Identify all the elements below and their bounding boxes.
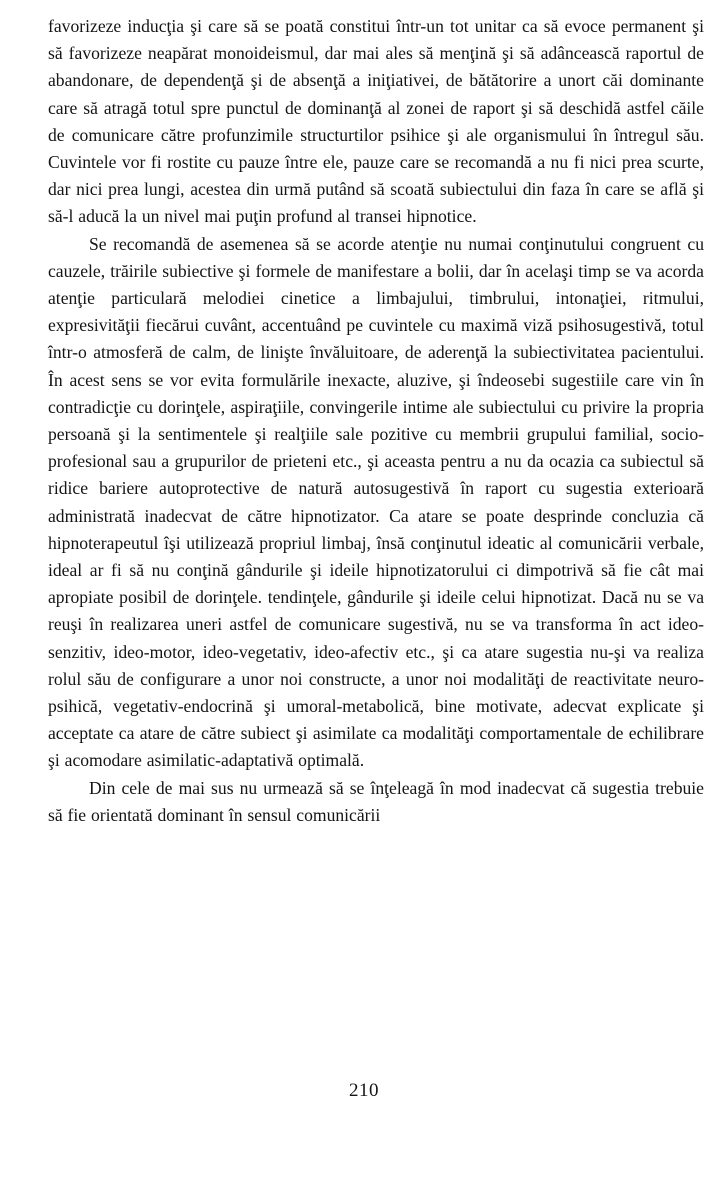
page-number: 210 bbox=[349, 1080, 379, 1101]
paragraph-1: favorizeze inducţia şi care să se poată constitui într-un tot unitar ca să evoce permanent şi să favorizeze neapărat monoideismul, dar mai ales să menţină şi să adâncească raportul de abandonare, de dependenţă şi de absenţă a iniţiativei, de bătătorire a unort căi dominante care să atragă totul spre punctul de dominanţă al zonei de raport şi să deschidă astfel căile de comunicare către profunzimile structurtilor psihice şi ale organismului în întregul său. Cuvintele vor fi rostite cu pauze între ele, pauze care se recomandă a nu fi nici prea scurte, dar nici prea lungi, acestea din urmă putând să scoată subiectului din faza în care se află şi să-l aducă la un nivel mai puţin profund al transei hipnotice. bbox=[48, 16, 704, 227]
page-body bbox=[48, 13, 704, 829]
paragraph-3: Din cele de mai sus nu urmează să se înţeleagă în mod inadecvat că sugestia trebuie să fie orientată dominant în sensul comunicării bbox=[48, 777, 704, 825]
paragraph-2: Se recomandă de asemenea să se acorde atenţie nu numai conţinutului congruent cu cauzele, trăirile subiective şi formele de manifestare a bolii, dar în acelaşi timp se va acorda atenţie particulară melodiei cinetice a limbajului, timbrului, intonaţiei, ritmului, expresivităţii fiecărui cuvânt, accentuând pe cuvintele cu maximă viză psihosugestivă, totul într-o atmosferă de calm, de linişte învăluitoare, de aderenţă la subiectivitatea pacientului. În acest sens se vor evita formulările inexacte, aluzive, şi îndeosebi sugestiile care vin în contradicţie cu dorinţele, aspiraţiile, convingerile intime ale subiectului cu privire la propria persoană şi la sentimentele şi realţiile sale pozitive cu membrii grupului familial, socio-profesional sau a grupurilor de prieteni etc., şi aceasta pentru a nu da ocazia ca subiectul să ridice bariere autoprotective de natură autosugestivă în raport cu sugestia exterioară administrată inadecvat de către hipnotizator. Ca atare se poate desprinde concluzia că hipnoterapeutul îşi utilizează propriul limbaj, însă conţinutul ideatic al comunicării verbale, ideal ar fi să nu conţină gândurile şi ideile hipnotizatorului ci dimpotrivă să fie cât mai apropiate posibil de dorinţele. tendinţele, gândurile şi ideile celui hipnotizat. Dacă nu se va reuşi în realizarea uneri astfel de comunicare sugestivă, nu se va transforma în act ideo-senzitiv, ideo-motor, ideo-vegetativ, ideo-afectiv etc., şi ca atare sugestia nu-şi va realiza rolul său de configurare a unor noi constructe, a unor noi modalităţi de reactivitate neuro-psihică, vegetativ-endocrină şi umoral-metabolică, bine motivate, adecvat explicate şi acceptate ca atare de către subiect şi asimilate ca modalităţi comportamentale de echilibrare şi acomodare asimilatic-adaptativă optimală. bbox=[48, 233, 704, 771]
